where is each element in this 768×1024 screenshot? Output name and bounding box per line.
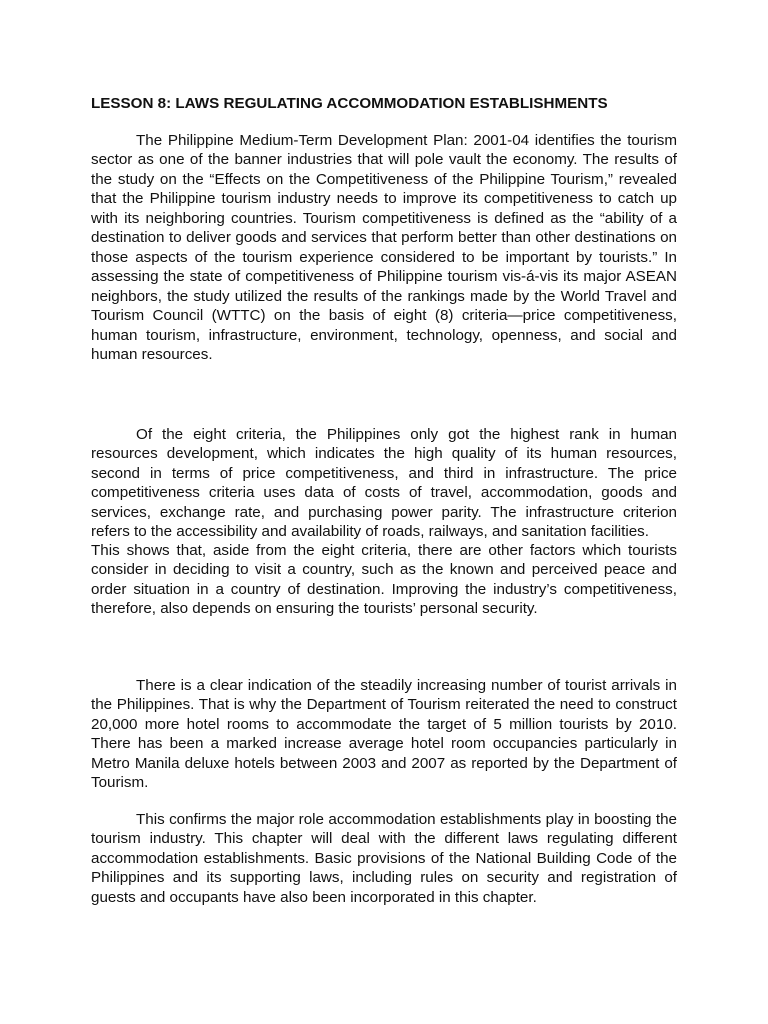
lesson-title: LESSON 8: LAWS REGULATING ACCOMMODATION ESTABLISHMENTS xyxy=(91,95,608,112)
paragraph-other-factors: This shows that, aside from the eight criteria, there are other factors which tourists consider in deciding to visit a country, such as the known and perceived peace and order situation in a country of destination. Improving the industry’s competitiveness, therefore, also depends on ensuring the tourists’ personal security. xyxy=(91,542,677,618)
paragraph-chapter-scope: This confirms the major role accommodation establishments play in boosting the tourism industry. This chapter will deal with the different laws regulating different accommodation establishments. Basic provisions of the National Building Code of the Philippines and its supporting laws, including rules on security and registration of guests and occupants have also been incorporated in this chapter. xyxy=(91,811,677,906)
paragraph-eight-criteria: Of the eight criteria, the Philippines only got the highest rank in human resources development, which indicates the high quality of its human resources, second in terms of price competitiveness, and third in infrastructure. The price competitiveness criteria uses data of costs of travel, accommodation, goods and services, exchange rate, and purchasing power parity. The infrastructure criterion refers to the accessibility and availability of roads, railways, and sanitation facilities. xyxy=(91,426,677,541)
paragraph-tourist-arrivals: There is a clear indication of the steadily increasing number of tourist arrivals in the Philippines. That is why the Department of Tourism reiterated the need to construct 20,000 more hotel rooms to accommodate the target of 5 million tourists by 2010. There has been a marked increase average hotel room occupancies particularly in Metro Manila deluxe hotels between 2003 and 2007 as reported by the Department of Tourism. xyxy=(91,677,677,792)
paragraph-competitiveness-study: The Philippine Medium-Term Development Plan: 2001-04 identifies the tourism sector as one of the banner industries that will pole vault the economy. The results of the study on the “Effects on the Competitiveness of the Philippine Tourism,” revealed that the Philippine tourism industry needs to improve its competitiveness to catch up with its neighboring countries. Tourism competitiveness is defined as the “ability of a destination to deliver goods and services that perform better than other destinations on those aspects of the tourism experience considered to be important by tourists.” In assessing the state of competitiveness of Philippine tourism vis-á-vis its major ASEAN neighbors, the study utilized the results of the rankings made by the World Travel and Tourism Council (WTTC) on the basis of eight (8) criteria—price competitiveness, human tourism, infrastructure, environment, technology, openness, and social and human resources. xyxy=(91,132,677,363)
